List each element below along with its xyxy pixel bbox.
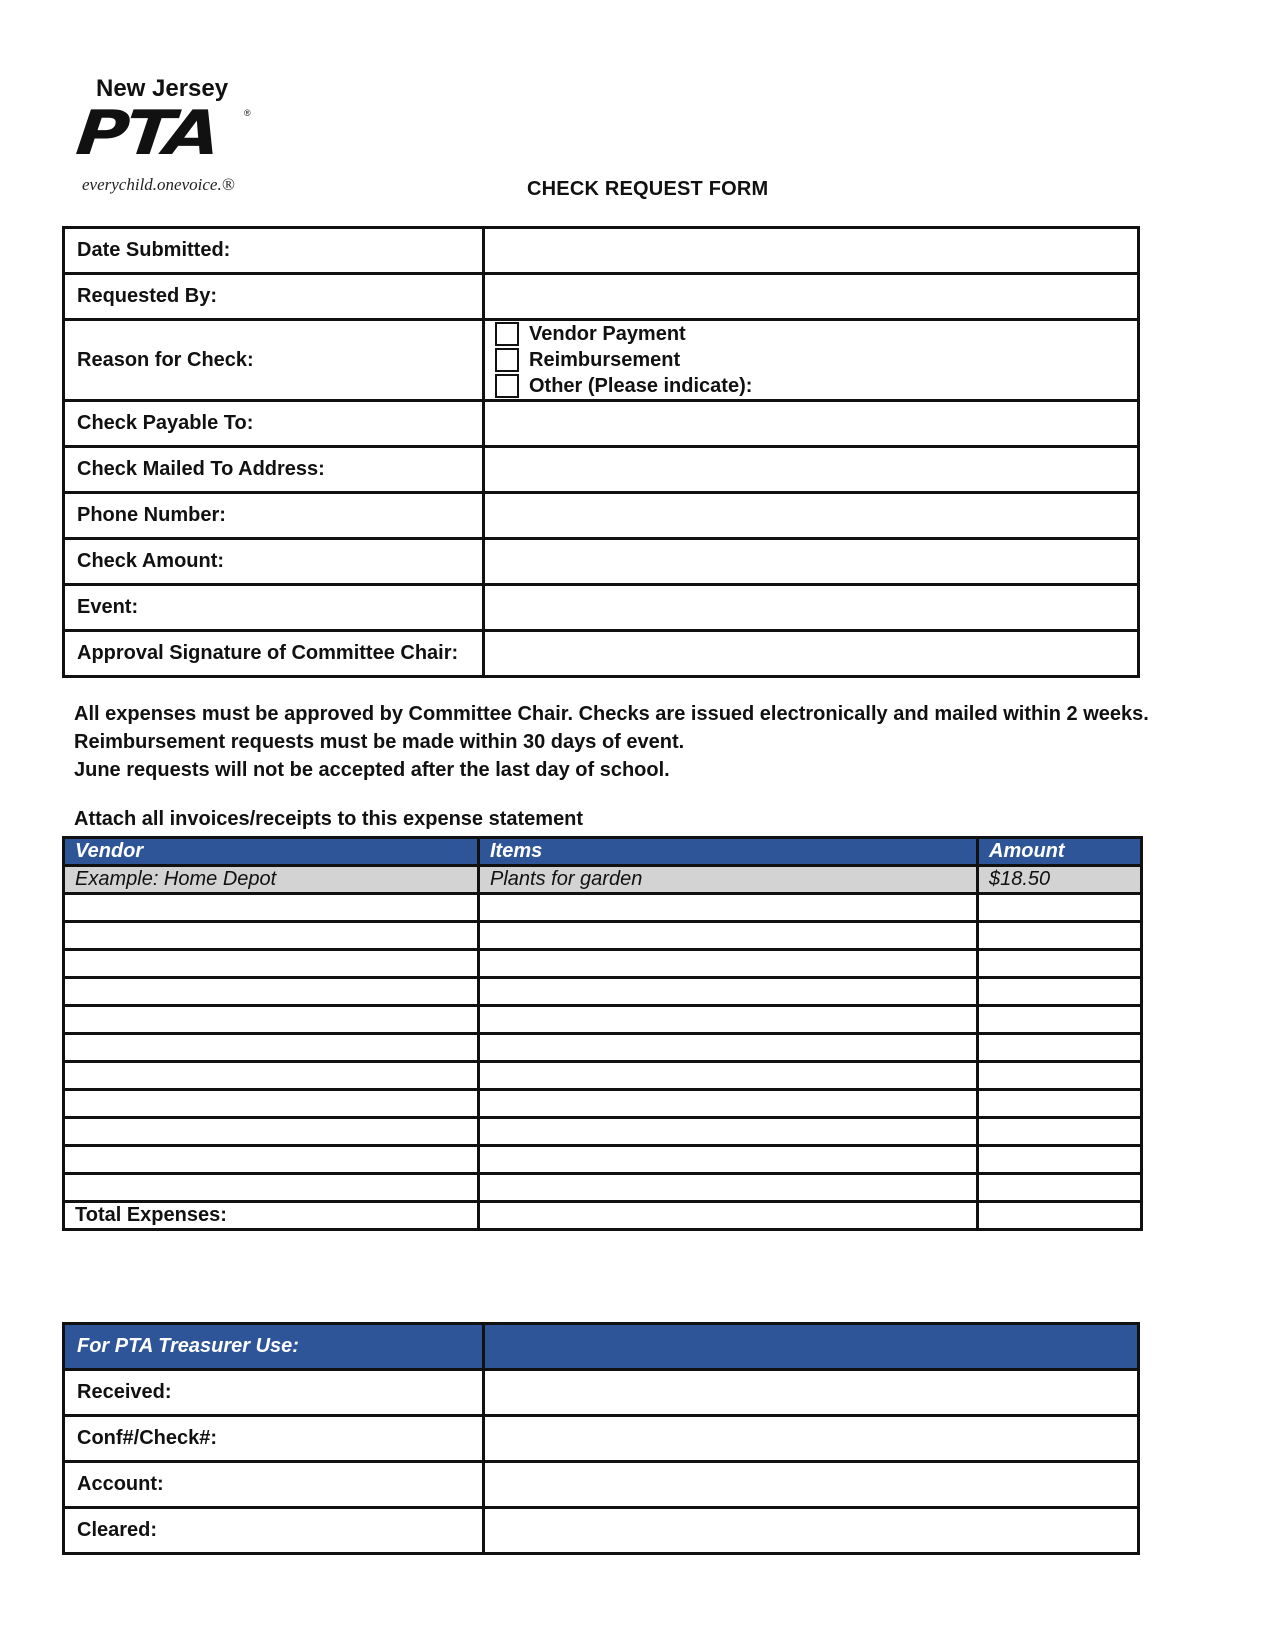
logo-registered: ® — [244, 108, 251, 118]
expense-table — [62, 836, 1143, 1231]
table-row — [64, 1062, 1142, 1090]
vendor-cell[interactable] — [64, 1006, 479, 1034]
vendor-cell[interactable] — [64, 1118, 479, 1146]
policy-note: Reimbursement requests must be made within 30 days of event. — [74, 731, 685, 753]
other-checkbox[interactable] — [495, 374, 519, 398]
table-row — [64, 1146, 1142, 1174]
cleared-label: Cleared: — [64, 1508, 484, 1554]
received-field[interactable] — [484, 1370, 1139, 1416]
amount-cell[interactable] — [978, 1062, 1142, 1090]
example-vendor: Example: Home Depot — [64, 866, 479, 894]
logo-tagline: everychild.onevoice.® — [82, 175, 235, 194]
requested-by-field[interactable] — [484, 274, 1139, 320]
vendor-payment-label: Vendor Payment — [529, 322, 686, 345]
check-amount-field[interactable] — [484, 539, 1139, 585]
amount-cell[interactable] — [978, 894, 1142, 922]
approval-signature-label: Approval Signature of Committee Chair: — [64, 631, 484, 677]
phone-label: Phone Number: — [64, 493, 484, 539]
vendor-cell[interactable] — [64, 894, 479, 922]
requested-by-label: Requested By: — [64, 274, 484, 320]
amount-cell[interactable] — [978, 1146, 1142, 1174]
nj-pta-logo — [73, 70, 278, 200]
items-cell[interactable] — [479, 1118, 978, 1146]
account-field[interactable] — [484, 1462, 1139, 1508]
cleared-field[interactable] — [484, 1508, 1139, 1554]
vendor-cell[interactable] — [64, 1146, 479, 1174]
vendor-cell[interactable] — [64, 1062, 479, 1090]
event-field[interactable] — [484, 585, 1139, 631]
items-cell[interactable] — [479, 978, 978, 1006]
vendor-cell[interactable] — [64, 1090, 479, 1118]
items-cell[interactable] — [479, 1174, 978, 1202]
table-row — [64, 1090, 1142, 1118]
amount-cell[interactable] — [978, 1118, 1142, 1146]
items-cell[interactable] — [479, 950, 978, 978]
items-cell[interactable] — [479, 1006, 978, 1034]
treasurer-table — [62, 1322, 1140, 1555]
mailed-address-field[interactable] — [484, 447, 1139, 493]
reason-option-other — [495, 373, 1137, 399]
date-submitted-label: Date Submitted: — [64, 228, 484, 274]
example-row — [64, 866, 1142, 894]
expense-header-row — [64, 838, 1142, 866]
table-row — [64, 1034, 1142, 1062]
treasurer-header-blank — [484, 1324, 1139, 1370]
reason-options — [484, 320, 1139, 401]
items-cell[interactable] — [479, 1034, 978, 1062]
table-row — [64, 1118, 1142, 1146]
account-label: Account: — [64, 1462, 484, 1508]
policy-note: All expenses must be approved by Committee Chair. Checks are issued electronically and mailed within 2 weeks. — [74, 703, 1149, 725]
example-items: Plants for garden — [479, 866, 978, 894]
conf-check-field[interactable] — [484, 1416, 1139, 1462]
reason-label: Reason for Check: — [64, 320, 484, 401]
payable-to-field[interactable] — [484, 401, 1139, 447]
treasurer-header-row — [64, 1324, 1139, 1370]
approval-signature-field[interactable] — [484, 631, 1139, 677]
payable-to-label: Check Payable To: — [64, 401, 484, 447]
items-header: Items — [479, 838, 978, 866]
amount-cell[interactable] — [978, 1174, 1142, 1202]
table-row — [64, 922, 1142, 950]
reason-option-vendor — [495, 321, 1137, 347]
attach-note: Attach all invoices/receipts to this expense statement — [74, 808, 584, 830]
table-row — [64, 1174, 1142, 1202]
vendor-payment-checkbox[interactable] — [495, 322, 519, 346]
amount-cell[interactable] — [978, 922, 1142, 950]
info-table — [62, 226, 1140, 678]
vendor-cell[interactable] — [64, 1034, 479, 1062]
items-cell[interactable] — [479, 1146, 978, 1174]
mailed-address-label: Check Mailed To Address: — [64, 447, 484, 493]
total-items-cell — [479, 1202, 978, 1230]
example-amount: $18.50 — [978, 866, 1142, 894]
check-amount-label: Check Amount: — [64, 539, 484, 585]
table-row — [64, 1006, 1142, 1034]
vendor-cell[interactable] — [64, 922, 479, 950]
date-submitted-field[interactable] — [484, 228, 1139, 274]
table-row — [64, 978, 1142, 1006]
total-amount-cell[interactable] — [978, 1202, 1142, 1230]
amount-cell[interactable] — [978, 1090, 1142, 1118]
vendor-cell[interactable] — [64, 1174, 479, 1202]
reimbursement-label: Reimbursement — [529, 348, 681, 371]
amount-cell[interactable] — [978, 950, 1142, 978]
vendor-header: Vendor — [64, 838, 479, 866]
items-cell[interactable] — [479, 1062, 978, 1090]
vendor-cell[interactable] — [64, 978, 479, 1006]
phone-field[interactable] — [484, 493, 1139, 539]
items-cell[interactable] — [479, 894, 978, 922]
event-label: Event: — [64, 585, 484, 631]
conf-check-label: Conf#/Check#: — [64, 1416, 484, 1462]
table-row — [64, 950, 1142, 978]
amount-cell[interactable] — [978, 1006, 1142, 1034]
received-label: Received: — [64, 1370, 484, 1416]
logo-state: New Jersey — [96, 75, 229, 102]
total-expenses-label: Total Expenses: — [64, 1202, 479, 1230]
logo-wordmark: PTA — [73, 96, 221, 169]
items-cell[interactable] — [479, 1090, 978, 1118]
policy-note: June requests will not be accepted after the last day of school. — [74, 759, 670, 781]
policy-notes — [74, 700, 1149, 784]
treasurer-header: For PTA Treasurer Use: — [64, 1324, 484, 1370]
vendor-cell[interactable] — [64, 950, 479, 978]
amount-cell[interactable] — [978, 1034, 1142, 1062]
total-row — [64, 1202, 1142, 1230]
reason-option-reimbursement — [495, 347, 1137, 373]
page-title: CHECK REQUEST FORM — [527, 178, 769, 200]
reimbursement-checkbox[interactable] — [495, 348, 519, 372]
other-label: Other (Please indicate): — [529, 374, 753, 397]
amount-cell[interactable] — [978, 978, 1142, 1006]
items-cell[interactable] — [479, 922, 978, 950]
table-row — [64, 894, 1142, 922]
amount-header: Amount — [978, 838, 1142, 866]
